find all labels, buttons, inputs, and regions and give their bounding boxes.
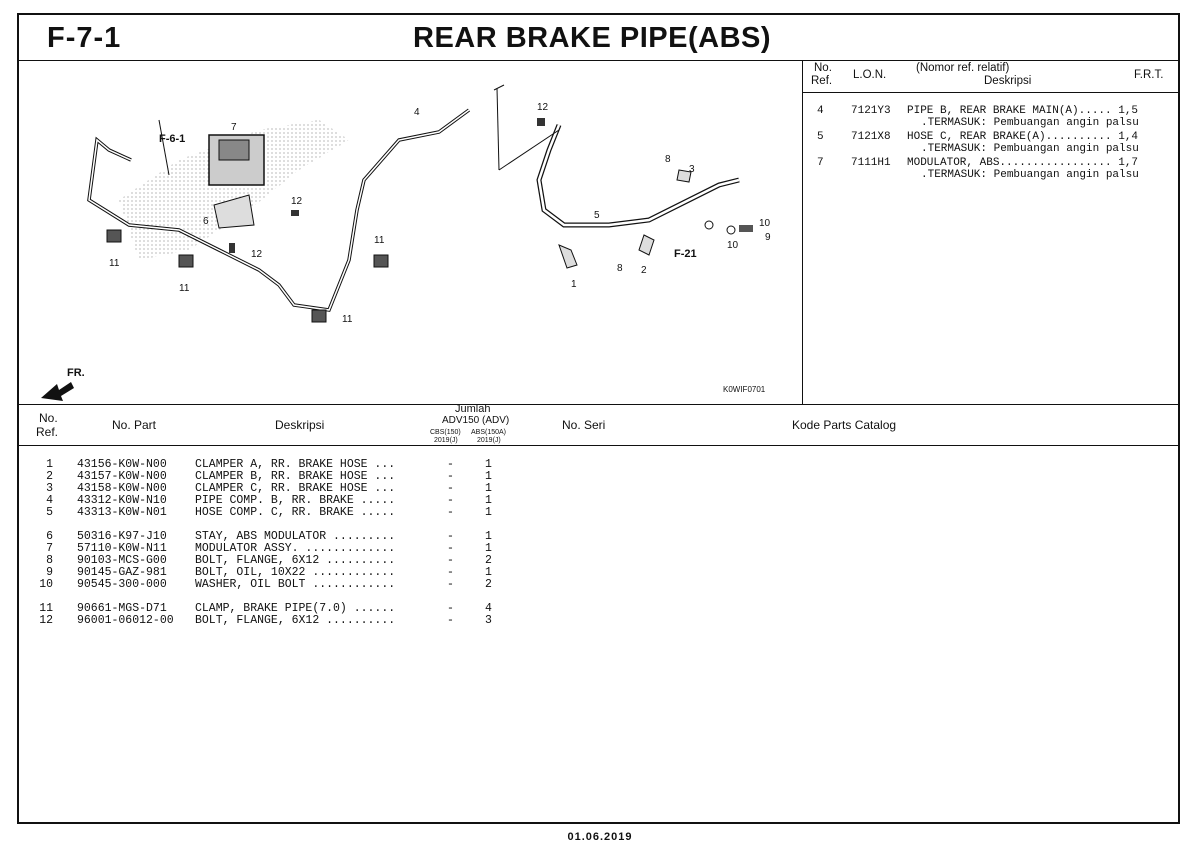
ref-header-divider [803,92,1180,93]
callout-7: 7 [231,122,237,133]
publication-date: 01.06.2019 [567,831,633,843]
col-header-part: No. Part [112,418,157,432]
part-qty-cbs: - [447,542,454,555]
ref-row-no: 4 [817,105,824,117]
front-label: FR. [67,367,85,379]
part-number: 43157-K0W-N00 [77,470,167,483]
ref-row-desc: MODULATOR, ABS................. 1,7 [907,157,1139,169]
part-qty-cbs: - [447,506,454,519]
callout-8-low: 8 [617,263,623,274]
exploded-diagram [19,60,803,404]
callout-10-low: 10 [727,240,739,251]
part-qty-abs: 4 [485,602,492,615]
ref-header-no: No. [814,62,832,74]
reference-panel [803,60,1180,404]
col-header-year-cbs: 2019(J) [434,437,458,444]
part-qty-abs: 1 [485,566,492,579]
part-desc: STAY, ABS MODULATOR ......... [195,530,396,543]
col-header-model: ADV150 (ADV) [442,415,510,426]
part-qty-cbs: - [447,470,454,483]
image-code: K0WIF0701 [723,385,766,394]
ref-row-no: 7 [817,157,824,169]
part-desc: CLAMPER B, RR. BRAKE HOSE ... [195,470,396,483]
ref-row-note: .TERMASUK: Pembuangan angin palsu [921,169,1139,181]
front-arrow-icon [41,367,85,401]
part-qty-cbs: - [447,494,454,507]
part-desc: BOLT, FLANGE, 6X12 .......... [195,554,396,567]
callout-5: 5 [594,210,600,221]
part-ref: 7 [46,542,53,555]
ref-header-ref: Ref. [811,75,833,87]
ref-row-note: .TERMASUK: Pembuangan angin palsu [921,143,1139,155]
ref-row-lon: 7111H1 [851,157,891,169]
callout-10-top: 10 [759,218,771,229]
part-ref: 8 [46,554,53,567]
col-header-abs: ABS(150A) [471,429,507,436]
callout-8-top: 8 [665,154,671,165]
callout-6: 6 [203,216,209,227]
part-ref: 10 [39,578,53,591]
part-qty-abs: 1 [485,530,492,543]
ref-row-desc: PIPE B, REAR BRAKE MAIN(A)..... 1,5 [907,105,1139,117]
col-header-serial: No. Seri [562,418,606,432]
part-qty-abs: 1 [485,494,492,507]
part-ref: 6 [46,530,53,543]
part-desc: BOLT, FLANGE, 6X12 .......... [195,614,396,627]
part-number: 90545-300-000 [77,578,167,591]
callout-11-a: 11 [109,258,120,269]
col-header-ref: Ref. [36,425,59,439]
col-header-catalog: Kode Parts Catalog [792,418,897,432]
callout-3: 3 [689,164,695,175]
part-qty-cbs: - [447,530,454,543]
parts-illustration [19,60,803,404]
part-ref: 5 [46,506,53,519]
page-title: REAR BRAKE PIPE(ABS) [413,22,772,54]
callout-11-b: 11 [179,283,190,294]
part-desc: MODULATOR ASSY. ............. [195,542,396,555]
part-qty-cbs: - [447,602,454,615]
section-code: F-7-1 [47,22,122,54]
ref-row-desc: HOSE C, REAR BRAKE(A).......... 1,4 [907,131,1139,143]
ref-header-lon: L.O.N. [853,69,887,81]
part-ref: 9 [46,566,53,579]
part-desc: BOLT, OIL, 10X22 ............ [195,566,396,579]
catalog-page-frame [17,13,1180,824]
part-qty-abs: 1 [485,482,492,495]
callout-11-c: 11 [374,235,385,246]
col-header-year-abs: 2019(J) [477,437,501,444]
ref-row-lon: 7121Y3 [851,105,891,117]
part-number: 50316-K97-J10 [77,530,167,543]
part-desc: CLAMPER C, RR. BRAKE HOSE ... [195,482,396,495]
part-desc: PIPE COMP. B, RR. BRAKE ..... [195,494,396,507]
part-qty-cbs: - [447,458,454,471]
callout-2: 2 [641,265,647,276]
col-header-desc: Deskripsi [275,418,325,432]
part-desc: CLAMPER A, RR. BRAKE HOSE ... [195,458,396,471]
part-number: 43158-K0W-N00 [77,482,167,495]
part-ref: 1 [46,458,53,471]
part-number: 43312-K0W-N10 [77,494,167,507]
part-ref: 12 [39,614,53,627]
part-qty-abs: 1 [485,470,492,483]
callout-f-6-1: F-6-1 [159,133,186,145]
part-qty-abs: 2 [485,578,492,591]
part-qty-cbs: - [447,554,454,567]
part-qty-abs: 3 [485,614,492,627]
part-number: 90103-MCS-G00 [77,554,167,567]
callout-11-d: 11 [342,314,353,325]
part-qty-abs: 1 [485,542,492,555]
part-number: 90661-MGS-D71 [77,602,167,615]
part-qty-abs: 2 [485,554,492,567]
col-header-qty: Jumlah [455,403,491,415]
parts-table-header [19,404,1178,446]
callout-12-mid: 12 [291,196,303,207]
part-qty-cbs: - [447,614,454,627]
callout-9: 9 [765,232,771,243]
callout-4: 4 [414,107,420,118]
page-header [19,15,1178,61]
ref-header-desc: Deskripsi [984,75,1032,87]
part-qty-cbs: - [447,566,454,579]
part-desc: HOSE COMP. C, RR. BRAKE ..... [195,506,396,519]
ref-row-no: 5 [817,131,824,143]
part-number: 57110-K0W-N11 [77,542,167,555]
callout-12-low: 12 [251,249,263,260]
part-qty-abs: 1 [485,506,492,519]
part-ref: 2 [46,470,53,483]
part-number: 43313-K0W-N01 [77,506,167,519]
part-number: 43156-K0W-N00 [77,458,167,471]
part-number: 96001-06012-00 [77,614,174,627]
callout-f-21: F-21 [674,248,697,260]
part-desc: WASHER, OIL BOLT ............ [195,578,396,591]
part-qty-cbs: - [447,578,454,591]
part-qty-abs: 1 [485,458,492,471]
ref-row-note: .TERMASUK: Pembuangan angin palsu [921,117,1139,129]
callout-12-top: 12 [537,102,549,113]
ref-header-frt: F.R.T. [1134,69,1164,81]
ref-header-desc-top: (Nomor ref. relatif) [916,62,1010,74]
part-ref: 11 [39,602,53,615]
col-header-cbs: CBS(150) [430,429,461,436]
part-desc: CLAMP, BRAKE PIPE(7.0) ...... [195,602,396,615]
callout-1: 1 [571,279,577,290]
part-qty-cbs: - [447,482,454,495]
part-ref: 3 [46,482,53,495]
part-number: 90145-GAZ-981 [77,566,167,579]
col-header-no: No. [39,411,58,425]
part-ref: 4 [46,494,53,507]
ref-row-lon: 7121X8 [851,131,891,143]
